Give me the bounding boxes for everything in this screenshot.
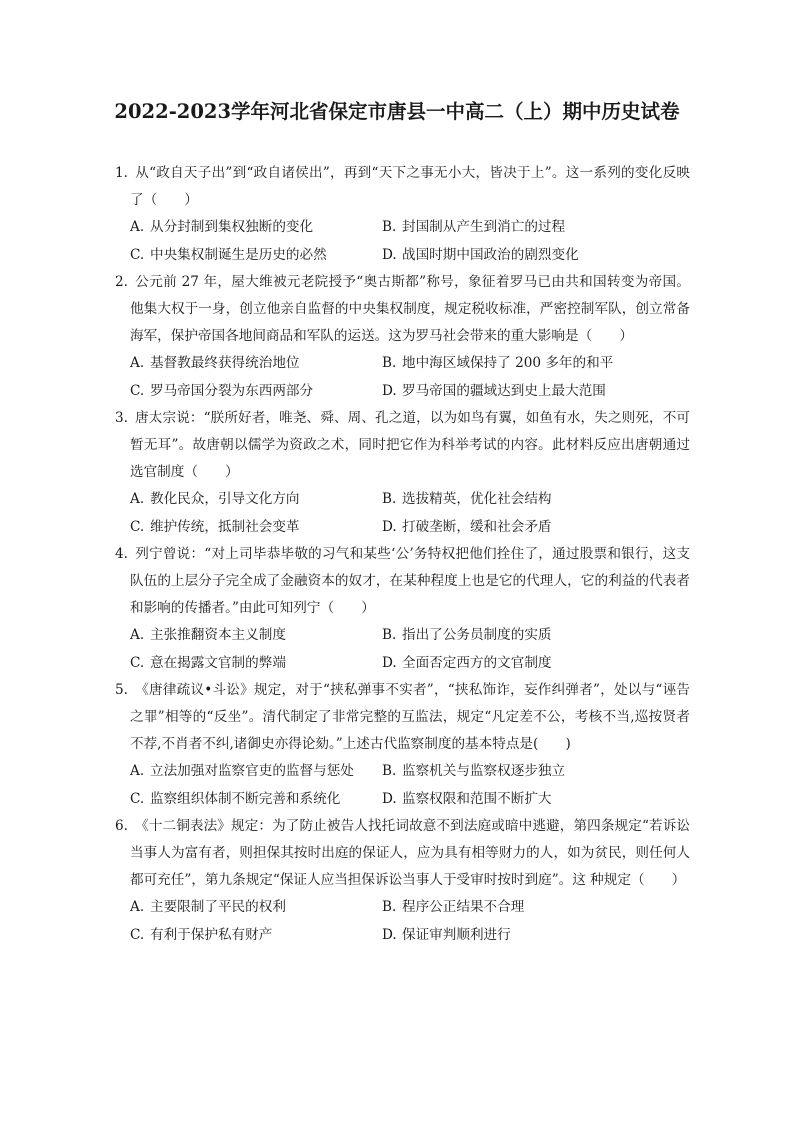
option-a[interactable]: A. 主要限制了平民的权利 bbox=[130, 899, 286, 916]
option-d[interactable]: D. 打破垄断，缓和社会矛盾 bbox=[382, 518, 552, 535]
option-b[interactable]: B. 封国制从产生到消亡的过程 bbox=[382, 219, 566, 236]
option-d[interactable]: D. 全面否定西方的文官制度 bbox=[382, 654, 552, 671]
question-4 bbox=[115, 541, 690, 677]
option-c[interactable]: C. 有利于保护私有财产 bbox=[130, 926, 273, 943]
question-1 bbox=[115, 160, 690, 269]
option-c[interactable]: C. 中央集权制诞生是历史的必然 bbox=[130, 246, 327, 263]
option-a[interactable]: A. 主张推翻资本主义制度 bbox=[130, 627, 286, 644]
option-a[interactable]: A. 教化民众，引导文化方向 bbox=[130, 491, 300, 508]
question-number: 5. bbox=[115, 681, 128, 698]
option-c[interactable]: C. 监察组织体制不断完善和系统化 bbox=[130, 790, 341, 807]
question-text: 唐太宗说：“朕所好者，唯尧、舜、周、孔之道，以为如鸟有翼，如鱼有水，失之则死，不可暂无耳”。故唐朝以儒学为资政之术，同时把它作为科举考试的内容。此材料反应出唐朝通过选官制度（ ） bbox=[130, 409, 690, 481]
option-d[interactable]: D. 战国时期中国政治的剧烈变化 bbox=[382, 246, 579, 263]
question-number: 3. bbox=[115, 409, 128, 426]
question-stem bbox=[115, 269, 690, 351]
question-number: 4. bbox=[115, 545, 128, 562]
exam-title: 2022-2023学年河北省保定市唐县一中高二（上）期中历史试卷 bbox=[114, 100, 680, 123]
question-number: 6. bbox=[115, 817, 128, 834]
question-stem bbox=[115, 677, 690, 759]
option-b[interactable]: B. 程序公正结果不合理 bbox=[382, 899, 525, 916]
option-grid bbox=[130, 894, 690, 948]
question-text: 列宁曾说：“对上司毕恭毕敬的习气和某些‘公’务特权把他们拴住了，通过股票和银行，这支队伍的上层分子完全成了金融资本的奴才，在某种程度上也是它的代理人，它的利益的代表者和影响的传播者。”由此可知列宁（ ） bbox=[130, 545, 690, 617]
option-b[interactable]: B. 选拔精英，优化社会结构 bbox=[382, 491, 552, 508]
question-2 bbox=[115, 269, 690, 405]
option-c[interactable]: C. 罗马帝国分裂为东西两部分 bbox=[130, 382, 314, 399]
option-c[interactable]: C. 意在揭露文官制的弊端 bbox=[130, 654, 286, 671]
option-grid bbox=[130, 350, 690, 404]
option-b[interactable]: B. 指出了公务员制度的实质 bbox=[382, 627, 552, 644]
option-a[interactable]: A. 从分封制到集权独断的变化 bbox=[130, 219, 314, 236]
option-a[interactable]: A. 基督教最终获得统治地位 bbox=[130, 355, 300, 372]
question-stem bbox=[115, 813, 690, 895]
question-3 bbox=[115, 405, 690, 541]
option-b[interactable]: B. 地中海区域保持了 200 多年的和平 bbox=[382, 355, 614, 372]
question-text: 公元前 27 年，屋大维被元老院授予“奥古斯都”称号，象征着罗马已由共和国转变为帝国。他集大权于一身，创立他亲自监督的中央集权制度，规定税收标准，严密控制军队，创立常备海军，保护帝国各地间商品和军队的运送。这为罗马社会带来的重大影响是（ ） bbox=[130, 273, 690, 345]
option-grid bbox=[130, 486, 690, 540]
question-text: 从“政自天子出”到“政自诸侯出”，再到“天下之事无小大，皆决于上”。这一系列的变化反映了（ ） bbox=[130, 165, 690, 209]
question-text: 《十二铜表法》规定：为了防止被告人找托词故意不到法庭或暗中逃避，第四条规定“若诉讼当事人为富有者，则担保其按时出庭的保证人，应为具有相等财力的人，如为贫民，则任何人都可充任”，第九条规定“保证人应当担保诉讼当事人于受审时按时到庭”。这 种规定（ ） bbox=[130, 817, 690, 889]
question-text: 《唐律疏议•斗讼》规定，对于“挟私弹事不实者”，“挟私饰诈，妄作纠弹者”，处以与“诬告之罪”相等的“反坐”。清代制定了非常完整的互监法，规定“凡定差不公，考核不当,巡按贤者不荐,不肖者不纠,诸御史亦得论劾。”上述古代监察制度的基本特点是( ) bbox=[130, 681, 690, 753]
question-number: 1. bbox=[115, 165, 128, 181]
option-grid bbox=[130, 758, 690, 812]
question-list bbox=[115, 160, 690, 949]
option-grid bbox=[130, 214, 690, 268]
option-grid bbox=[130, 622, 690, 676]
option-b[interactable]: B. 监察机关与监察权逐步独立 bbox=[382, 763, 566, 780]
question-stem bbox=[115, 405, 690, 487]
question-5 bbox=[115, 677, 690, 813]
option-d[interactable]: D. 罗马帝国的疆域达到史上最大范围 bbox=[382, 382, 606, 399]
question-6 bbox=[115, 813, 690, 949]
option-d[interactable]: D. 监察权限和范围不断扩大 bbox=[382, 790, 552, 807]
question-stem bbox=[115, 541, 690, 623]
option-c[interactable]: C. 维护传统，抵制社会变革 bbox=[130, 518, 300, 535]
option-d[interactable]: D. 保证审判顺利进行 bbox=[382, 926, 511, 943]
question-number: 2. bbox=[115, 273, 128, 290]
question-stem bbox=[115, 160, 690, 214]
option-a[interactable]: A. 立法加强对监察官吏的监督与惩处 bbox=[130, 763, 354, 780]
